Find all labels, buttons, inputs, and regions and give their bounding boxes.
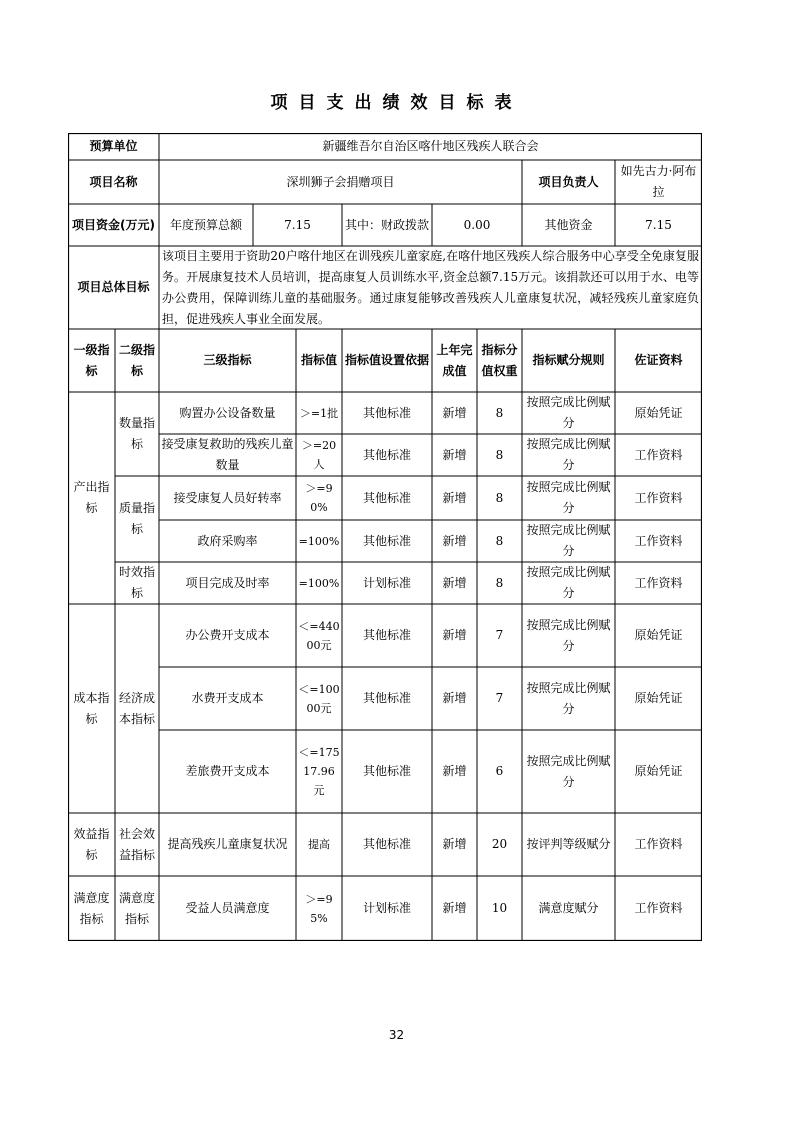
- indicator-value: ＞=90%: [305, 482, 333, 514]
- project-name-label: 项目名称: [89, 174, 138, 189]
- column-header-evidence: 佐证资料: [634, 353, 683, 367]
- indicator-rule: 按照完成比例赋分: [526, 565, 611, 600]
- indicator-evidence: 工作资料: [634, 533, 683, 548]
- indicator-evidence: 工作资料: [634, 575, 683, 590]
- indicator-last-year: 新增: [442, 628, 467, 642]
- page-number: 32: [388, 1028, 405, 1042]
- indicator-rule: 按照完成比例赋分: [526, 753, 611, 789]
- indicator-last-year: 新增: [442, 490, 467, 505]
- other-funds-label: 其他资金: [544, 217, 593, 232]
- indicator-evidence: 原始凭证: [634, 628, 683, 642]
- subgroup-timeliness: 时效指标: [118, 565, 155, 600]
- indicator-value: ＜=17517.96元: [298, 746, 340, 797]
- fiscal-allocation-value: 0.00: [463, 217, 491, 232]
- overall-goal-label: 项目总体目标: [77, 280, 150, 294]
- indicator-last-year: 新增: [442, 901, 467, 915]
- subgroup-social-benefit: 社会效益指标: [118, 826, 155, 862]
- indicator-evidence: 工作资料: [634, 901, 683, 915]
- indicator-evidence: 原始凭证: [634, 405, 683, 420]
- group-output: 产出指标: [73, 480, 110, 515]
- indicator-value: =100%: [298, 576, 340, 590]
- project-owner-value: 如先古力·阿布拉: [620, 164, 697, 199]
- indicator-evidence: 工作资料: [634, 447, 683, 462]
- indicator-value: 提高: [308, 838, 330, 851]
- indicator-weight: 10: [491, 901, 508, 915]
- project-funds-label: 项目资金(万元): [72, 217, 155, 232]
- indicator-last-year: 新增: [442, 691, 467, 705]
- indicator-basis: 计划标准: [362, 901, 411, 915]
- indicator-weight: 6: [495, 764, 504, 778]
- indicator-rule: 按照完成比例赋分: [526, 395, 611, 430]
- overall-goal-text: 该项目主要用于资助20户喀什地区在训残疾儿童家庭,在喀什地区残疾人综合服务中心享受全免康复服务。开展康复技术人员培训，提高康复人员训练水平,资金总额7.15万元。该捐款还可以用于水、电等办公费用，保障训练儿童的基础服务。通过康复能够改善残疾人儿童康复状况，减轻残疾儿童家庭负担，促进残疾人事业全面发展。: [162, 248, 699, 326]
- indicator-basis: 其他标准: [362, 764, 411, 778]
- indicator-name: 办公费开支成本: [185, 628, 270, 642]
- column-header-last-year: 上年完成值: [436, 342, 473, 378]
- indicator-evidence: 原始凭证: [634, 764, 683, 778]
- indicator-basis: 其他标准: [362, 628, 411, 642]
- indicator-rule: 按照完成比例赋分: [526, 523, 611, 558]
- group-benefit: 效益指标: [73, 826, 110, 862]
- indicator-last-year: 新增: [442, 533, 467, 548]
- indicator-name: 水费开支成本: [191, 691, 264, 705]
- indicator-weight: 7: [495, 628, 504, 642]
- project-owner-label: 项目负责人: [538, 174, 599, 189]
- group-satisfaction: 满意度指标: [73, 890, 110, 926]
- indicator-value: ＞=95%: [305, 892, 333, 925]
- indicator-value: ＜=10000元: [298, 682, 340, 715]
- indicator-name: 购置办公设备数量: [179, 405, 276, 420]
- indicator-last-year: 新增: [442, 575, 467, 590]
- column-header-basis: 指标值设置依据: [344, 353, 429, 367]
- indicator-last-year: 新增: [442, 447, 467, 462]
- indicator-rule: 按照完成比例赋分: [526, 480, 611, 515]
- indicator-rule: 满意度赋分: [538, 901, 599, 915]
- indicator-basis: 其他标准: [362, 837, 411, 851]
- subgroup-economic-cost: 经济成本指标: [118, 690, 155, 726]
- subgroup-satisfaction: 满意度指标: [118, 890, 155, 926]
- column-header-weight: 指标分值权重: [481, 342, 518, 378]
- project-name-value: 深圳狮子会捐赠项目: [286, 174, 395, 189]
- indicator-last-year: 新增: [442, 405, 467, 420]
- column-header-value: 指标值: [300, 353, 337, 367]
- annual-budget-value: 7.15: [284, 217, 311, 232]
- page-title: 项目支出绩效目标表: [270, 93, 523, 113]
- column-header-level2: 二级指标: [118, 342, 155, 378]
- indicator-rule: 按评判等级赋分: [526, 837, 611, 851]
- fiscal-allocation-label: 其中：财政拨款: [344, 217, 429, 232]
- indicator-value: ＞=1批: [299, 406, 339, 420]
- other-funds-value: 7.15: [645, 217, 672, 232]
- indicator-basis: 其他标准: [362, 490, 411, 505]
- indicator-weight: 8: [495, 405, 504, 420]
- budget-unit-value: 新疆维吾尔自治区喀什地区残疾人联合会: [322, 139, 539, 153]
- indicator-basis: 计划标准: [362, 575, 411, 590]
- indicator-rule: 按照完成比例赋分: [526, 437, 611, 472]
- indicator-weight: 20: [491, 837, 508, 851]
- indicator-weight: 8: [495, 490, 504, 505]
- indicator-basis: 其他标准: [362, 447, 411, 462]
- indicator-weight: 8: [495, 447, 504, 462]
- subgroup-quantity: 数量指标: [118, 416, 155, 451]
- indicator-value: ＜=44000元: [298, 619, 340, 652]
- indicator-name: 提高残疾儿童康复状况: [167, 837, 288, 851]
- indicator-last-year: 新增: [442, 764, 467, 778]
- indicator-evidence: 工作资料: [634, 490, 683, 505]
- indicator-name: 差旅费开支成本: [185, 764, 270, 778]
- indicator-basis: 其他标准: [362, 405, 411, 420]
- indicator-name: 政府采购率: [197, 533, 258, 548]
- indicator-rule: 按照完成比例赋分: [526, 617, 611, 653]
- indicator-basis: 其他标准: [362, 691, 411, 705]
- indicator-value: =100%: [298, 534, 340, 548]
- indicator-name: 受益人员满意度: [185, 901, 270, 915]
- indicator-evidence: 工作资料: [634, 837, 683, 851]
- budget-unit-label: 预算单位: [89, 139, 138, 153]
- indicator-last-year: 新增: [442, 837, 467, 851]
- indicator-name: 接受康复救助的残疾儿童数量: [161, 437, 294, 472]
- indicator-name: 接受康复人员好转率: [173, 490, 282, 505]
- indicator-weight: 8: [495, 533, 504, 548]
- indicator-weight: 7: [495, 691, 504, 705]
- annual-budget-label: 年度预算总额: [169, 217, 242, 232]
- indicator-rule: 按照完成比例赋分: [526, 680, 611, 716]
- column-header-level1: 一级指标: [73, 342, 110, 378]
- indicator-evidence: 原始凭证: [634, 691, 683, 705]
- column-header-rule: 指标赋分规则: [532, 353, 605, 367]
- performance-table: [68, 133, 702, 941]
- indicator-weight: 8: [495, 575, 504, 590]
- indicator-name: 项目完成及时率: [185, 575, 270, 590]
- subgroup-quality: 质量指标: [118, 501, 155, 536]
- indicator-basis: 其他标准: [362, 533, 411, 548]
- group-cost: 成本指标: [73, 690, 110, 726]
- indicator-value: ＞=20人: [301, 439, 337, 471]
- column-header-level3: 三级指标: [203, 353, 252, 367]
